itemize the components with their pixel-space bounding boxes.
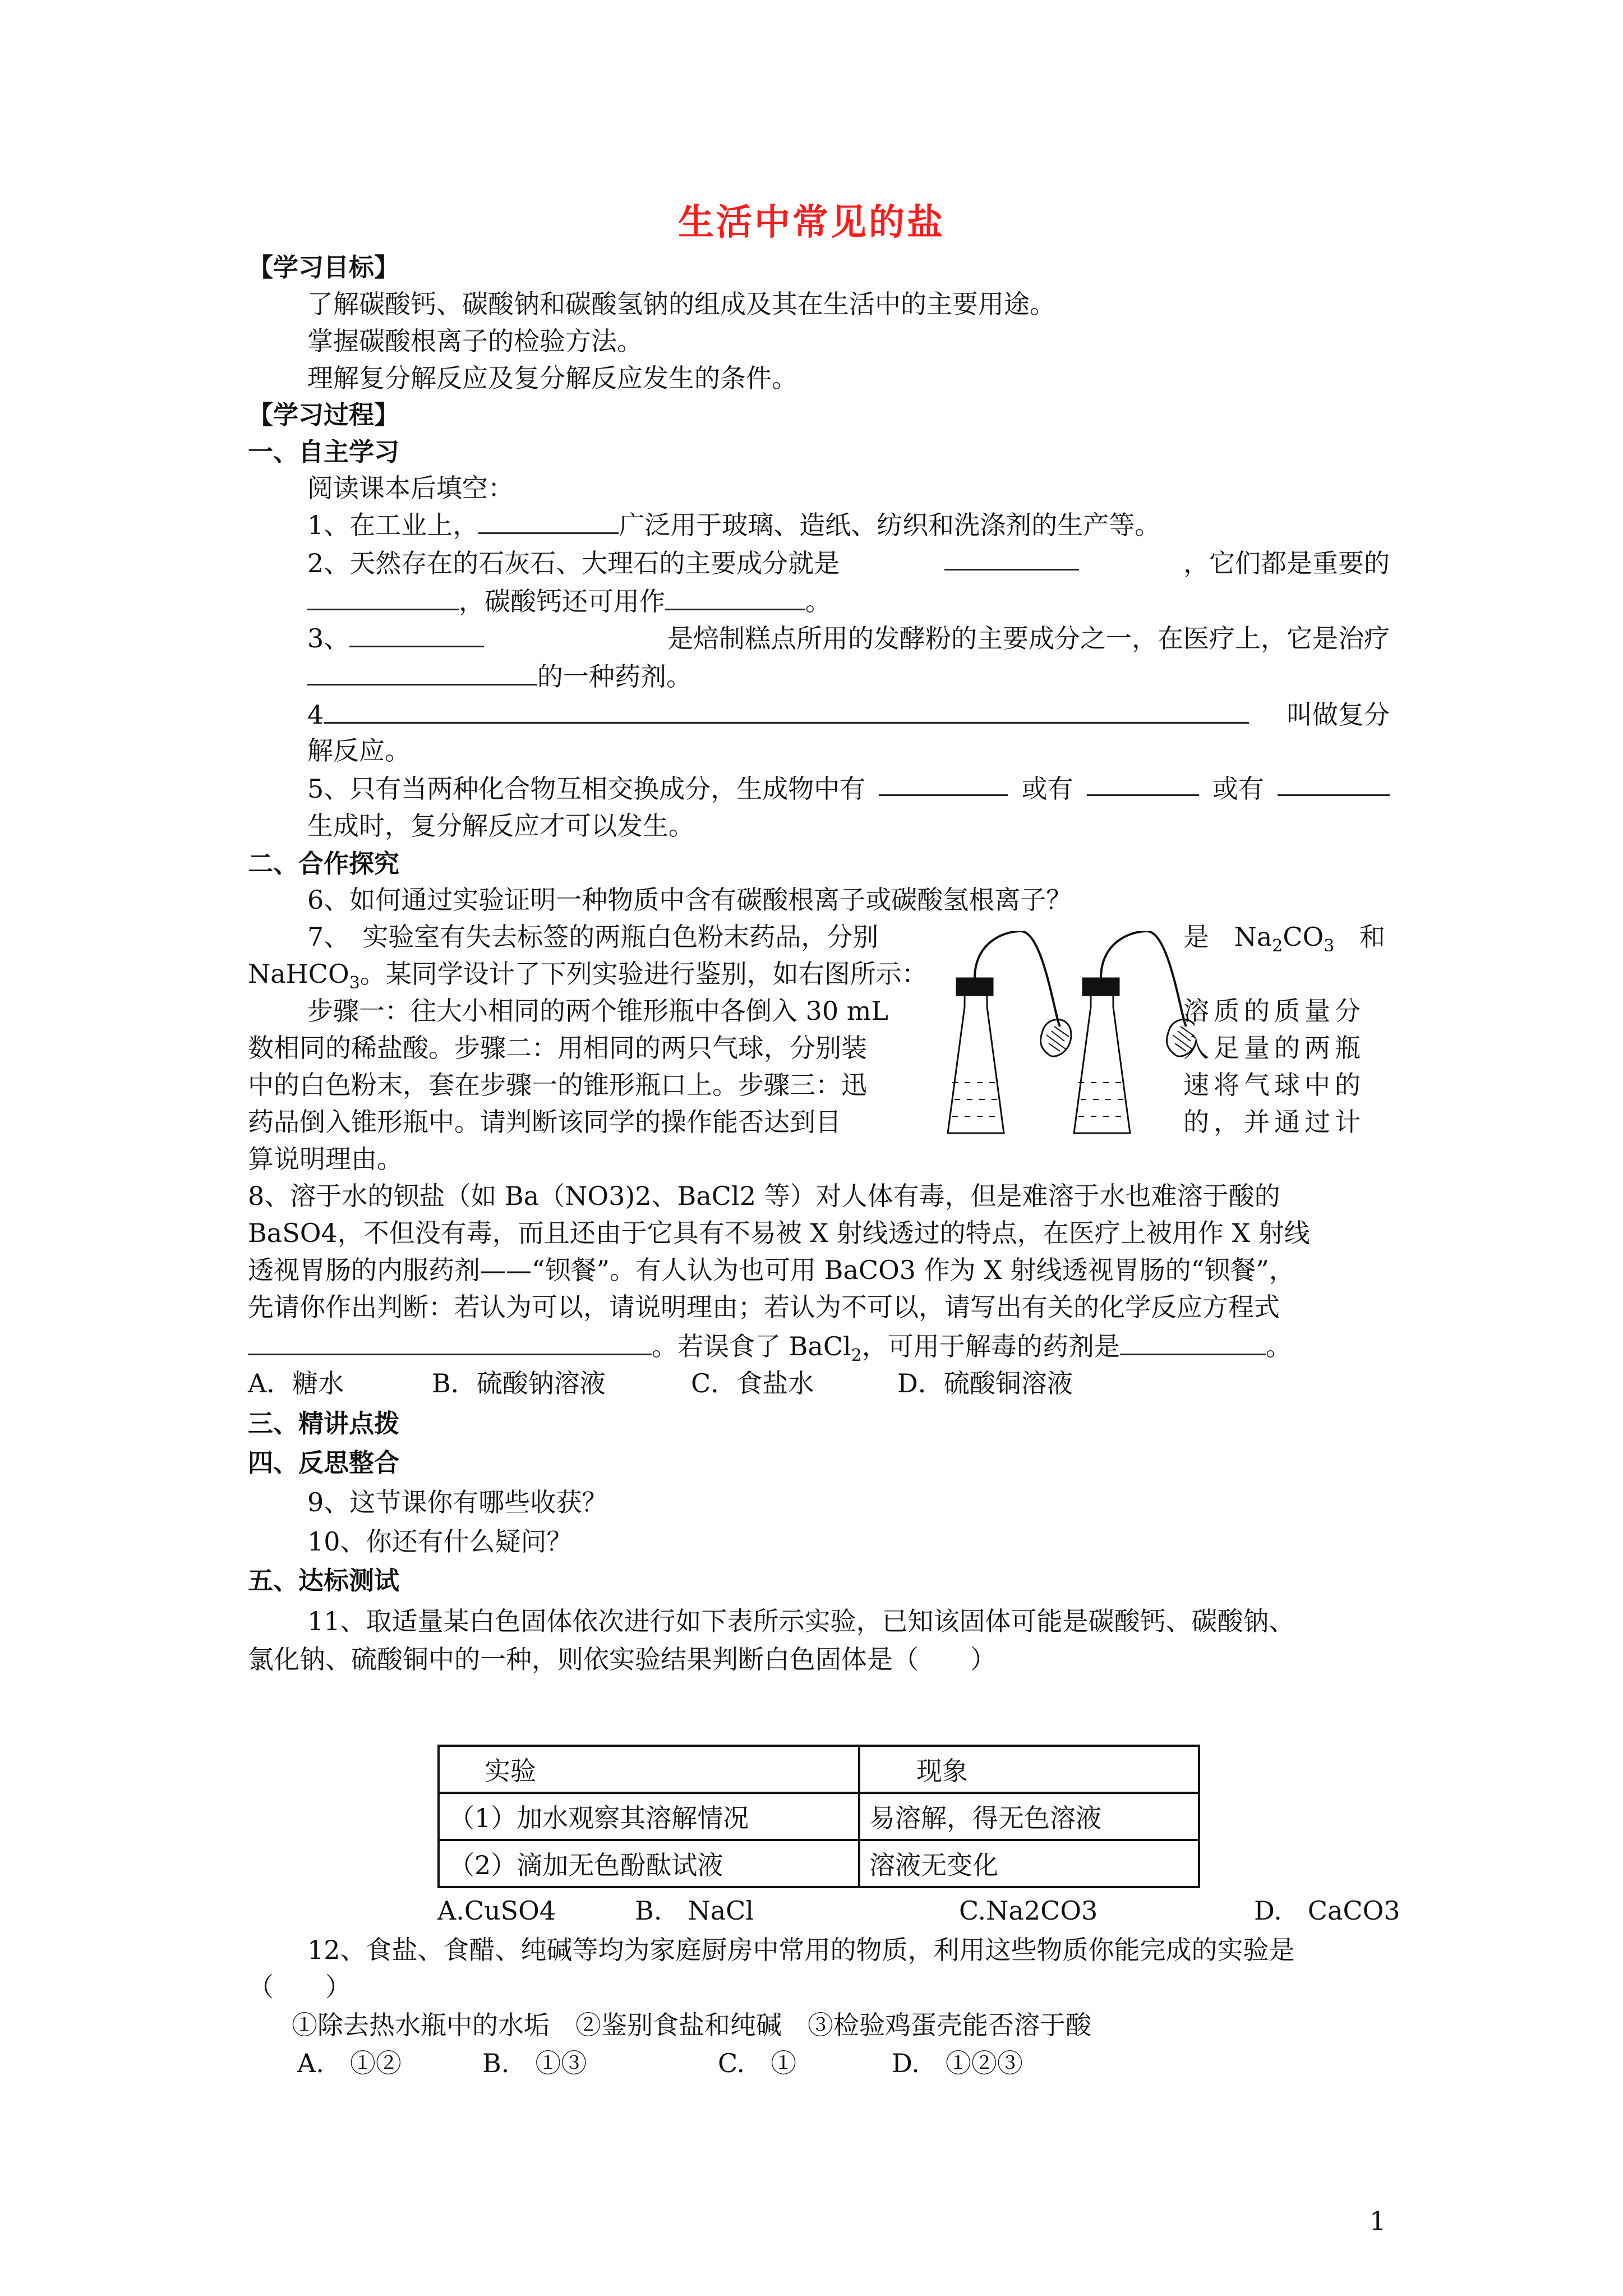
question-2-line-2: ，碳酸钙还可用作 。: [307, 585, 831, 618]
question-8-line: 透视胃肠的内服药剂——“钡餐”。有人认为也可用 BaCO3 作为 X 射线透视胃肠的“钡餐”，: [248, 1255, 1295, 1285]
question-4-line-2: 解反应。: [307, 735, 411, 766]
question-7-line: 中的白色粉末，套在步骤一的锥形瓶口上。步骤三：迅: [248, 1070, 867, 1100]
answer-blank[interactable]: [944, 546, 1079, 570]
answer-blank[interactable]: [1278, 772, 1390, 796]
answer-blank[interactable]: [248, 1331, 652, 1355]
table-cell: （2）滴加无色酚酞试液: [439, 1840, 859, 1887]
option[interactable]: C.Na2CO3: [959, 1895, 1098, 1926]
answer-blank[interactable]: [879, 772, 1008, 796]
question-12-line: （ ）: [248, 1972, 351, 2002]
flask-balloon-illustration: [942, 931, 1195, 1150]
question-7-line: 入足量的两瓶: [1183, 1033, 1365, 1063]
question-7-line: 算说明理由。: [248, 1144, 403, 1174]
question-10: 10、你还有什么疑问？: [307, 1526, 573, 1557]
section-heading: 一、自主学习: [248, 437, 400, 467]
question-12-line: ①除去热水瓶中的水垢 ②鉴别食盐和纯碱 ③检验鸡蛋壳能否溶于酸: [292, 2010, 1091, 2040]
question-2-line-1: 2、天然存在的石灰石、大理石的主要成分就是 ，它们都是重要的: [307, 546, 1390, 580]
question-4-line-1: 4 叫做复分: [307, 700, 1390, 730]
question-7-line: 溶质的质量分: [1183, 996, 1365, 1026]
question-7-line: 数相同的稀盐酸。步骤二：用相同的两只气球，分别装: [248, 1033, 867, 1063]
question-7-line: 药品倒入锥形瓶中。请判断该同学的操作能否达到目: [248, 1107, 841, 1137]
question-5-line-1: 5、只有当两种化合物互相交换成分，生成物中有 或有 或有: [307, 772, 1390, 806]
question-8-line: 先请你作出判断：若认为可以，请说明理由；若认为不可以，请写出有关的化学反应方程式: [248, 1292, 1280, 1322]
question-7-line: 速将气球中的: [1183, 1070, 1365, 1100]
option[interactable]: B. NaCl: [635, 1895, 754, 1926]
option[interactable]: C. ①: [718, 2048, 797, 2078]
section-heading: 二、合作探究: [248, 849, 400, 878]
option[interactable]: D．硫酸铜溶液: [897, 1368, 1073, 1398]
flask-left: [948, 931, 1071, 1133]
formula-na2co3: $Na_2CO_3$: [1234, 922, 1335, 956]
option[interactable]: D. CaCO3: [1254, 1895, 1400, 1926]
question-7-line: NaHCO$_3$。某同学设计了下列实验进行鉴别，如右图所示：: [248, 959, 928, 993]
section-heading: 三、精讲点拨: [248, 1409, 400, 1438]
option[interactable]: A. ①②: [297, 2048, 402, 2078]
question-8-line: 。若误食了 BaCl$_2$，可用于解毒的药剂是 。: [248, 1329, 1292, 1373]
answer-blank[interactable]: [478, 510, 619, 534]
page-title: 生活中常见的盐: [678, 202, 945, 243]
question-11-line: 11、取适量某白色固体依次进行如下表所示实验，已知该固体可能是碳酸钙、碳酸钠、: [307, 1606, 1295, 1636]
table-cell: （1）加水观察其溶解情况: [439, 1793, 859, 1840]
answer-blank[interactable]: [1120, 1331, 1266, 1355]
flask-right: [1074, 931, 1195, 1133]
answer-blank[interactable]: [307, 586, 459, 610]
goal-item: 了解碳酸钙、碳酸钠和碳酸氢钠的组成及其在生活中的主要用途。: [307, 289, 1055, 319]
goal-item: 理解复分解反应及复分解反应发生的条件。: [307, 363, 797, 393]
question-11-line: 氯化钠、硫酸铜中的一种，则依实验结果判断白色固体是（ ）: [248, 1644, 996, 1674]
table-cell: 溶液无变化: [859, 1840, 1199, 1887]
question-9: 9、这节课你有哪些收获？: [307, 1487, 608, 1517]
option[interactable]: A.CuSO4: [437, 1895, 556, 1926]
question-3-line-1: 3、 是焙制糕点所用的发酵粉的主要成分之一，在医疗上，它是治疗: [307, 623, 1390, 654]
option[interactable]: C．食盐水: [691, 1368, 814, 1398]
table-row: [439, 1793, 1199, 1840]
table-header: 实验: [439, 1746, 859, 1793]
question-7-line: 步骤一：往大小相同的两个锥形瓶中各倒入 30 mL: [307, 996, 888, 1026]
process-heading: 【学习过程】: [248, 400, 400, 430]
intro-text: 阅读课本后填空：: [307, 473, 514, 503]
question-7-line: 的，并通过计: [1183, 1107, 1365, 1137]
answer-blank[interactable]: [665, 586, 805, 610]
question-8-line: BaSO4，不但没有毒，而且还由于它具有不易被 X 射线透过的特点，在医疗上被用作 X 射线: [248, 1218, 1310, 1248]
answer-blank[interactable]: [307, 661, 537, 685]
experiment-table: [437, 1745, 1200, 1888]
table-cell: 易溶解，得无色溶液: [859, 1793, 1199, 1840]
goal-item: 掌握碳酸根离子的检验方法。: [307, 326, 643, 356]
section-heading: 五、达标测试: [248, 1566, 400, 1595]
goals-heading: 【学习目标】: [248, 252, 400, 282]
table-row: [439, 1840, 1199, 1887]
question-12-line: 12、食盐、食醋、纯碱等均为家庭厨房中常用的物质，利用这些物质你能完成的实验是: [307, 1935, 1295, 1965]
answer-blank[interactable]: [1087, 772, 1199, 796]
table-header-row: [439, 1746, 1199, 1793]
section-heading: 四、反思整合: [248, 1448, 400, 1478]
question-5-line-2: 生成时，复分解反应才可以发生。: [307, 811, 694, 841]
option[interactable]: A．糖水: [248, 1368, 344, 1398]
question-7-line: 7、 实验室有失去标签的两瓶白色粉末药品，分别: [307, 922, 879, 952]
question-3-line-2: 的一种药剂。: [307, 660, 692, 693]
option[interactable]: B. ①③: [482, 2048, 587, 2078]
question-8-line: 8、溶于水的钡盐（如 Ba（NO3)2、BaCl2 等）对人体有毒，但是难溶于水也难溶于酸的: [248, 1181, 1280, 1211]
answer-blank[interactable]: [349, 623, 484, 647]
option[interactable]: B．硫酸钠溶液: [432, 1368, 606, 1398]
question-7-line: 是 $Na_2CO_3$ 和: [1183, 920, 1385, 963]
option[interactable]: D. ①②③: [892, 2048, 1023, 2078]
question-6: 6、如何通过实验证明一种物质中含有碳酸根离子或碳酸氢根离子？: [307, 885, 1072, 915]
page-number: 1: [1370, 2206, 1386, 2236]
table-header: 现象: [859, 1746, 1199, 1793]
question-1: 1、在工业上， 广泛用于玻璃、造纸、纺织和洗涤剂的生产等。: [307, 510, 1161, 540]
answer-blank[interactable]: [324, 700, 1249, 724]
